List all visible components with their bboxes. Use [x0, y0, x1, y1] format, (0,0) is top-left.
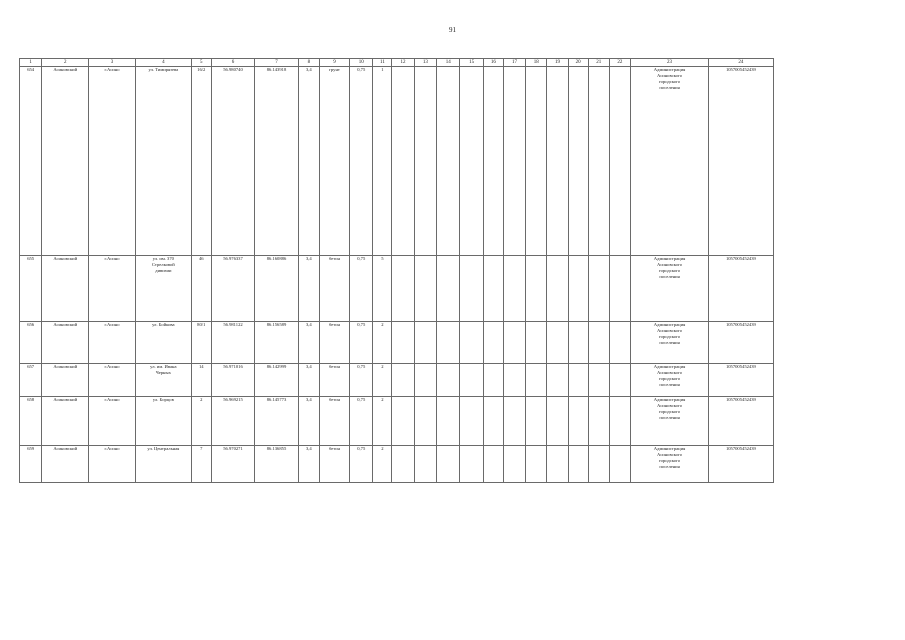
table-cell: [319, 322, 349, 364]
table-cell: [436, 446, 459, 483]
table-cell: [298, 322, 319, 364]
table-cell: [460, 446, 483, 483]
table-cell: [503, 446, 525, 483]
register-table: [19, 58, 881, 483]
table-cell: [709, 446, 774, 483]
table-cell: [483, 256, 503, 322]
table-cell: [373, 256, 392, 322]
table-cell: [483, 322, 503, 364]
table-cell: [211, 397, 254, 446]
column-header: 9: [319, 59, 349, 67]
column-header: 10: [350, 59, 373, 67]
table-cell: [373, 67, 392, 256]
cell-value: 46: [198, 256, 204, 261]
table-cell: [298, 446, 319, 483]
table-cell: [319, 364, 349, 397]
table-cell: [135, 364, 191, 397]
cell-value: Администрация Асиновского городского поселения: [653, 67, 686, 90]
table-cell: [392, 364, 414, 397]
column-header: 21: [588, 59, 609, 67]
cell-value: 3,4: [305, 256, 312, 261]
cell-value: г.Асино: [104, 397, 120, 402]
table-cell: [568, 322, 588, 364]
cell-value: Асиновский: [53, 364, 78, 369]
table-cell: [350, 67, 373, 256]
column-header: 6: [211, 59, 254, 67]
table-cell: [373, 364, 392, 397]
cell-value: Администрация Асиновского городского поселения: [653, 256, 686, 279]
cell-value: 0,75: [357, 322, 366, 327]
table-body: [20, 59, 881, 483]
cell-value: 657: [27, 364, 35, 369]
cell-value: бетон: [328, 446, 340, 451]
table-cell: [709, 67, 774, 256]
column-header: 8: [298, 59, 319, 67]
cell-value: 86.142999: [266, 364, 287, 369]
table-cell: [526, 446, 547, 483]
table-cell: [20, 256, 42, 322]
table-cell: [414, 364, 436, 397]
table-cell: [191, 397, 211, 446]
table-cell: [42, 256, 89, 322]
cell-value: 56.976337: [223, 256, 243, 261]
table-cell: [436, 364, 459, 397]
table-cell: [350, 364, 373, 397]
cell-value: 1057005452439: [725, 446, 756, 451]
cell-value: Администрация Асиновского городского поселения: [653, 397, 686, 420]
table-cell: [414, 256, 436, 322]
cell-value: Асиновский: [53, 67, 78, 72]
table-cell: [588, 256, 609, 322]
table-cell: [503, 67, 525, 256]
table-cell: [609, 322, 630, 364]
cell-value: 56.981122: [223, 322, 243, 327]
cell-value: 3,4: [305, 322, 312, 327]
cell-value: 3,4: [305, 67, 312, 72]
table-cell: [568, 67, 588, 256]
table-cell: [211, 364, 254, 397]
table-cell: [436, 67, 459, 256]
column-header: 20: [568, 59, 588, 67]
table-cell: [298, 397, 319, 446]
table-cell: [42, 322, 89, 364]
table-cell: [373, 322, 392, 364]
table-cell: [42, 364, 89, 397]
table-cell: [89, 67, 136, 256]
table-cell: [298, 256, 319, 322]
table-cell: [298, 364, 319, 397]
table-cell: [483, 364, 503, 397]
table-cell: [483, 67, 503, 256]
cell-value: 16/2: [197, 67, 206, 72]
table-cell: [630, 322, 708, 364]
column-header: 5: [191, 59, 211, 67]
table-cell: [568, 397, 588, 446]
column-header: 13: [414, 59, 436, 67]
table-row: [20, 67, 881, 256]
table-cell: [547, 446, 568, 483]
table-cell: [414, 322, 436, 364]
cell-value: г.Асино: [104, 364, 120, 369]
table-cell: [42, 67, 89, 256]
cell-value: 7: [200, 446, 203, 451]
cell-value: 56.980740: [223, 67, 243, 72]
table-cell: [89, 322, 136, 364]
table-cell: [392, 446, 414, 483]
cell-value: 56.970271: [223, 446, 243, 451]
table-cell: [350, 397, 373, 446]
page-number: 91: [449, 26, 456, 34]
table-cell: [503, 397, 525, 446]
cell-value: 659: [27, 446, 35, 451]
table-cell: [460, 322, 483, 364]
table-cell: [89, 397, 136, 446]
cell-value: 0,75: [357, 364, 366, 369]
table-cell: [255, 67, 298, 256]
cell-value: г.Асино: [104, 67, 120, 72]
table-row: [20, 446, 881, 483]
cell-value: 2: [381, 322, 384, 327]
column-header: 17: [503, 59, 525, 67]
table-cell: [414, 397, 436, 446]
cell-value: 3,4: [305, 446, 312, 451]
column-header: 24: [709, 59, 774, 67]
cell-value: 656: [27, 322, 35, 327]
table-row: [20, 364, 881, 397]
table-cell: [709, 256, 774, 322]
cell-value: Асиновский: [53, 256, 78, 261]
column-header: 1: [20, 59, 42, 67]
cell-value: 86.156589: [266, 322, 287, 327]
table-cell: [20, 364, 42, 397]
table-cell: [630, 256, 708, 322]
column-header: 7: [255, 59, 298, 67]
table-cell: [588, 446, 609, 483]
table-cell: [89, 364, 136, 397]
table-cell: [211, 67, 254, 256]
cell-value: 1057005452439: [725, 67, 756, 72]
column-header: 4: [135, 59, 191, 67]
cell-value: 86.136855: [266, 446, 287, 451]
table-cell: [319, 397, 349, 446]
table-cell: [255, 364, 298, 397]
cell-value: 0,75: [357, 67, 366, 72]
table-cell: [630, 397, 708, 446]
cell-value: ул. им. 370 Стрелковой дивизии: [151, 256, 175, 273]
cell-value: 86.145773: [266, 397, 287, 402]
table-cell: [20, 397, 42, 446]
table-cell: [526, 364, 547, 397]
cell-value: Администрация Асиновского городского поселения: [653, 322, 686, 345]
table-cell: [135, 446, 191, 483]
table-cell: [392, 322, 414, 364]
table-cell: [503, 364, 525, 397]
table-cell: [392, 67, 414, 256]
cell-value: 56.971016: [223, 364, 243, 369]
column-header: 2: [42, 59, 89, 67]
table-cell: [20, 322, 42, 364]
table-row: [20, 256, 881, 322]
cell-value: Асиновский: [53, 446, 78, 451]
table-cell: [89, 256, 136, 322]
column-header: 23: [630, 59, 708, 67]
cell-value: г.Асино: [104, 322, 120, 327]
table-cell: [392, 397, 414, 446]
table-cell: [191, 256, 211, 322]
table-cell: [414, 446, 436, 483]
table-cell: [588, 322, 609, 364]
cell-value: 1057005452439: [725, 364, 756, 369]
column-header: 22: [609, 59, 630, 67]
cell-value: грунт: [329, 67, 340, 72]
table-cell: [503, 256, 525, 322]
cell-value: 3,4: [305, 397, 312, 402]
cell-value: 86.143918: [266, 67, 287, 72]
cell-value: 80/1: [197, 322, 206, 327]
cell-value: Администрация Асиновского городского поселения: [653, 446, 686, 469]
column-header: 16: [483, 59, 503, 67]
table-cell: [526, 256, 547, 322]
table-cell: [191, 322, 211, 364]
cell-value: 1: [381, 67, 384, 72]
table-cell: [436, 397, 459, 446]
table-cell: [319, 256, 349, 322]
table-cell: [373, 397, 392, 446]
table-cell: [191, 446, 211, 483]
table-cell: [630, 446, 708, 483]
table-cell: [191, 364, 211, 397]
cell-value: 56.969215: [223, 397, 243, 402]
table-cell: [135, 322, 191, 364]
column-header: 18: [526, 59, 547, 67]
table-cell: [298, 67, 319, 256]
table-cell: [588, 364, 609, 397]
cell-value: 658: [27, 397, 35, 402]
table-cell: [460, 364, 483, 397]
cell-value: 5: [381, 256, 384, 261]
cell-value: Администрация Асиновского городского поселения: [653, 364, 686, 387]
column-header: 19: [547, 59, 568, 67]
table-cell: [526, 397, 547, 446]
table-cell: [414, 67, 436, 256]
table-cell: [568, 446, 588, 483]
cell-value: 1057005452439: [725, 256, 756, 261]
table-cell: [211, 322, 254, 364]
cell-value: г.Асино: [104, 446, 120, 451]
table-cell: [255, 256, 298, 322]
table-cell: [460, 256, 483, 322]
table-cell: [135, 397, 191, 446]
table-cell: [191, 67, 211, 256]
table-cell: [350, 256, 373, 322]
table-cell: [483, 446, 503, 483]
cell-value: 3,4: [305, 364, 312, 369]
table-cell: [392, 256, 414, 322]
table-cell: [20, 446, 42, 483]
table-cell: [319, 67, 349, 256]
table-cell: [211, 256, 254, 322]
table-cell: [350, 322, 373, 364]
cell-value: Асиновский: [53, 397, 78, 402]
table-cell: [255, 322, 298, 364]
table-row: [20, 322, 881, 364]
table-cell: [630, 364, 708, 397]
table-cell: [89, 446, 136, 483]
table-cell: [211, 446, 254, 483]
column-header-row: [20, 59, 881, 67]
table-cell: [503, 322, 525, 364]
table-cell: [135, 256, 191, 322]
table-cell: [568, 256, 588, 322]
table-cell: [255, 397, 298, 446]
table-cell: [436, 322, 459, 364]
cell-value: 2: [200, 397, 203, 402]
table-cell: [135, 67, 191, 256]
cell-value: ул. им. Ивана Черных: [150, 364, 177, 375]
table-cell: [609, 397, 630, 446]
cell-value: 2: [381, 446, 384, 451]
table-cell: [547, 364, 568, 397]
table-cell: [526, 67, 547, 256]
cell-value: 0,75: [357, 397, 366, 402]
table-cell: [609, 364, 630, 397]
table-cell: [609, 67, 630, 256]
table-cell: [709, 322, 774, 364]
table-cell: [436, 256, 459, 322]
cell-value: 0,75: [357, 256, 366, 261]
column-header: 14: [436, 59, 459, 67]
column-header: 15: [460, 59, 483, 67]
table-cell: [568, 364, 588, 397]
table-cell: [588, 67, 609, 256]
table-cell: [460, 67, 483, 256]
table-row: [20, 397, 881, 446]
cell-value: 655: [27, 256, 35, 261]
cell-value: бетон: [328, 364, 340, 369]
table-cell: [547, 256, 568, 322]
table-cell: [373, 446, 392, 483]
cell-value: Асиновский: [53, 322, 78, 327]
table-cell: [547, 322, 568, 364]
column-header: 3: [89, 59, 136, 67]
table-cell: [630, 67, 708, 256]
cell-value: 654: [27, 67, 35, 72]
table-cell: [547, 67, 568, 256]
table-cell: [20, 67, 42, 256]
cell-value: г.Асино: [104, 256, 120, 261]
table-cell: [547, 397, 568, 446]
table-cell: [319, 446, 349, 483]
table-cell: [255, 446, 298, 483]
table-cell: [709, 364, 774, 397]
table-cell: [609, 446, 630, 483]
cell-value: 86.160886: [266, 256, 287, 261]
cell-value: бетон: [328, 256, 340, 261]
cell-value: ул. Тимирязева: [148, 67, 179, 72]
cell-value: ул. Борцов: [152, 397, 174, 402]
table-cell: [350, 446, 373, 483]
table-cell: [460, 397, 483, 446]
table-cell: [609, 256, 630, 322]
table-cell: [42, 397, 89, 446]
column-header: 12: [392, 59, 414, 67]
table-cell: [483, 397, 503, 446]
cell-value: 1057005452439: [725, 322, 756, 327]
cell-value: 1057005452439: [725, 397, 756, 402]
table-cell: [709, 397, 774, 446]
cell-value: 2: [381, 397, 384, 402]
cell-value: ул. Бойкова: [152, 322, 175, 327]
cell-value: 2: [381, 364, 384, 369]
cell-value: бетон: [328, 322, 340, 327]
cell-value: 14: [198, 364, 204, 369]
table-cell: [588, 397, 609, 446]
column-header: 11: [373, 59, 392, 67]
table-cell: [42, 446, 89, 483]
cell-value: бетон: [328, 397, 340, 402]
table-cell: [526, 322, 547, 364]
cell-value: ул. Центральная: [147, 446, 180, 451]
cell-value: 0,75: [357, 446, 366, 451]
